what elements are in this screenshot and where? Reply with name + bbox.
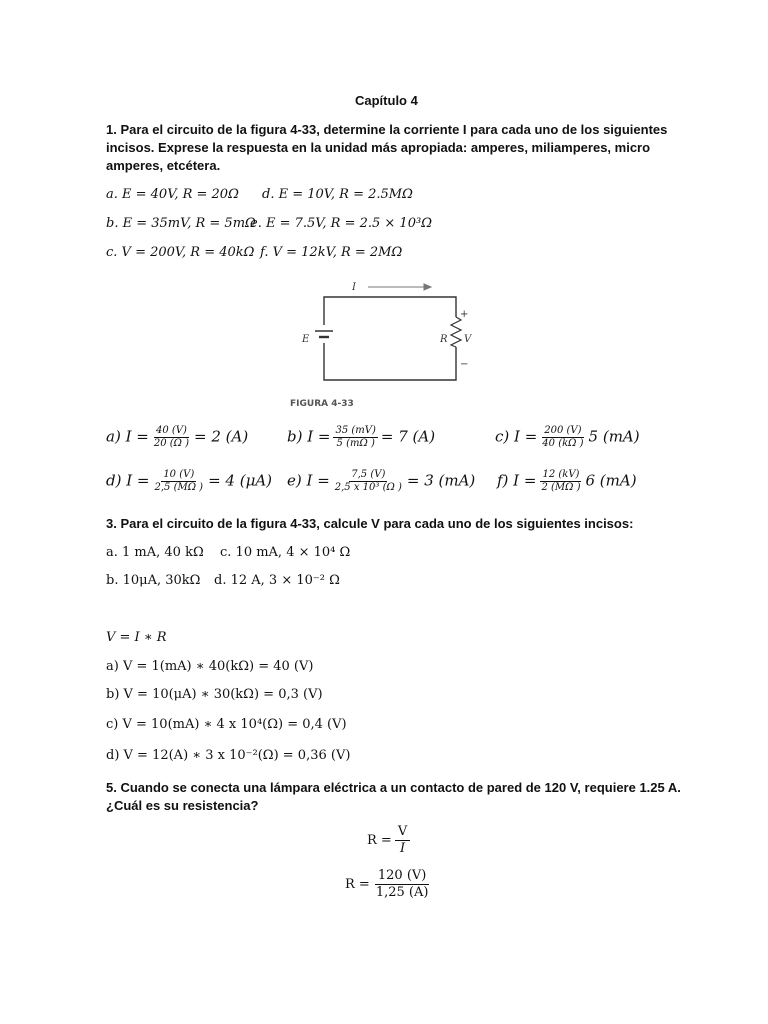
q5-eq1-fraction (395, 824, 410, 857)
q3-item-a: a. 1 mA, 40 kΩ (106, 545, 204, 560)
q5-eq2 (345, 868, 434, 901)
label-voltage: V (464, 334, 472, 345)
answer-1d-den: 2,5 (MΩ ) (154, 482, 204, 493)
q3-formula: V = I ∗ R (106, 630, 167, 645)
q1-prompt-line-3: amperes, etcétera. (106, 158, 221, 173)
answer-1f-fraction (539, 469, 582, 494)
q1-item-d: d. E = 10V, R = 2.5MΩ (262, 187, 413, 202)
answer-1a-fraction (152, 425, 191, 450)
answer-1b-fraction (333, 425, 377, 450)
q3-prompt: 3. Para el circuito de la figura 4-33, calcule V para cada uno de los siguientes incisos: (106, 516, 634, 531)
q1-item-b: b. E = 35mV, R = 5mΩ (106, 216, 256, 231)
answer-1e-label: e) I = (287, 471, 330, 490)
q1-prompt-line-1: 1. Para el circuito de la figura 4-33, determine la corriente I para cada uno de los siguientes (106, 122, 668, 137)
q5-eq1-lhs: R = (367, 833, 392, 848)
answer-1d-num: 10 (V) (163, 469, 195, 480)
answer-1e-den: 2,5 x 10³ (Ω ) (334, 482, 402, 493)
circuit-figure-4-33 (290, 275, 490, 415)
answer-1c-num: 200 (V) (544, 425, 582, 436)
answer-1b (287, 425, 435, 450)
label-minus: − (460, 359, 469, 370)
q5-eq1-den: I (399, 841, 406, 856)
circuit-wires (324, 297, 456, 380)
q3-answer-a: a) V = 1(mA) ∗ 40(kΩ) = 40 (V) (106, 659, 314, 674)
label-plus: + (460, 309, 469, 320)
q1-item-a: a. E = 40V, R = 20Ω (106, 187, 239, 202)
figure-caption: FIGURA 4-33 (290, 399, 354, 409)
answer-1f-label: f) I = (497, 471, 537, 490)
q5-prompt-line-2: ¿Cuál es su resistencia? (106, 798, 259, 813)
answer-1b-result: = 7 (A) (380, 427, 436, 446)
answer-1f-result: 6 (mA) (585, 471, 637, 490)
label-resistor: R (440, 334, 448, 345)
answer-1c-fraction (540, 425, 585, 450)
q1-item-e: e. E = 7.5V, R = 2.5 × 10³Ω (250, 216, 432, 231)
answer-1c-label: c) I = (495, 427, 538, 446)
resistor-symbol (451, 317, 461, 347)
answer-1e-fraction (333, 469, 404, 494)
answer-1f-num: 12 (kV) (542, 469, 580, 480)
label-current: I (352, 282, 356, 293)
answer-1c-den: 40 (kΩ ) (542, 438, 584, 449)
answer-1b-label: b) I = (287, 427, 331, 446)
answer-1d (106, 469, 272, 494)
answer-1a (106, 425, 248, 450)
answer-1e (287, 469, 475, 494)
q3-item-b: b. 10μA, 30kΩ (106, 573, 201, 588)
q5-eq2-den: 1,25 (A) (375, 885, 429, 900)
answer-1d-result: = 4 (μA) (208, 471, 273, 490)
q3-item-d: d. 12 A, 3 × 10⁻² Ω (214, 573, 340, 588)
answer-1c (495, 425, 640, 450)
q5-eq1 (367, 824, 413, 857)
battery-symbol (315, 331, 333, 337)
answer-1e-result: = 3 (mA) (406, 471, 476, 490)
chapter-title: Capítulo 4 (355, 93, 418, 108)
q5-eq2-num: 120 (V) (375, 868, 429, 885)
q1-item-c: c. V = 200V, R = 40kΩ (106, 245, 255, 260)
answer-1c-result: 5 (mA) (588, 427, 640, 446)
q5-eq2-fraction (373, 868, 432, 901)
answer-1a-result: = 2 (A) (194, 427, 249, 446)
answer-1a-label: a) I = (106, 427, 149, 446)
q5-eq1-num: V (395, 824, 410, 841)
answer-1a-num: 40 (V) (155, 425, 187, 436)
q1-prompt-line-2: incisos. Exprese la respuesta en la unidad más apropiada: amperes, miliamperes, micro (106, 140, 651, 155)
answer-1e-num: 7,5 (V) (351, 469, 386, 480)
answer-1f-den: 2 (MΩ ) (541, 482, 581, 493)
label-source: E (302, 334, 310, 345)
current-arrow (368, 284, 431, 290)
answer-1f (497, 469, 637, 494)
answer-1a-den: 20 (Ω ) (153, 438, 190, 449)
q5-eq2-lhs: R = (345, 877, 370, 892)
q1-item-f: f. V = 12kV, R = 2MΩ (260, 245, 403, 260)
answer-1b-num: 35 (mV) (335, 425, 376, 436)
q3-answer-c: c) V = 10(mA) ∗ 4 x 10⁴(Ω) = 0,4 (V) (106, 717, 347, 732)
q3-answer-d: d) V = 12(A) ∗ 3 x 10⁻²(Ω) = 0,36 (V) (106, 748, 351, 763)
q3-item-c: c. 10 mA, 4 × 10⁴ Ω (220, 545, 351, 560)
q3-answer-b: b) V = 10(μA) ∗ 30(kΩ) = 0,3 (V) (106, 687, 323, 702)
q5-prompt-line-1: 5. Cuando se conecta una lámpara eléctrica a un contacto de pared de 120 V, requiere 1.25 A. (106, 780, 681, 795)
answer-1b-den: 5 (mΩ ) (336, 438, 375, 449)
answer-1d-fraction (152, 469, 205, 494)
answer-1d-label: d) I = (106, 471, 150, 490)
